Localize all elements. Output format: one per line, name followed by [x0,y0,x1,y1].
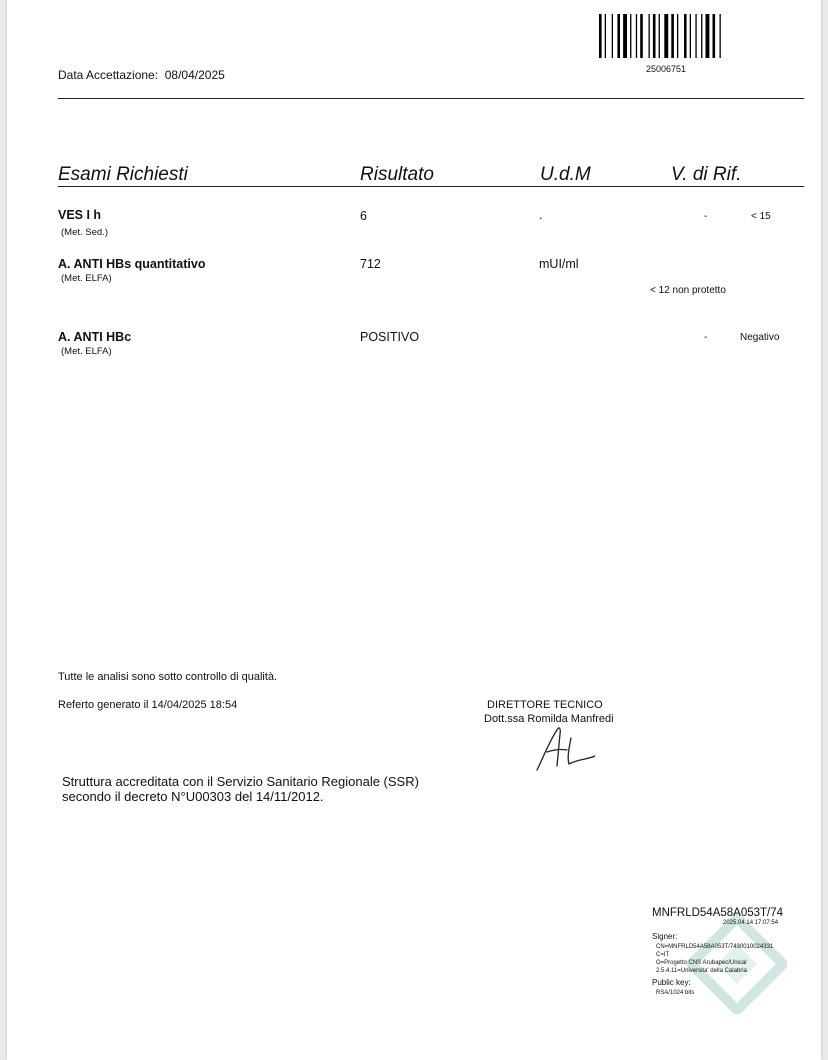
exam-method: (Met. Sed.) [61,227,108,238]
exam-method: (Met. ELFA) [61,273,112,284]
signer-organization: O=Progetto CNS Arubapec/Unical [656,960,747,966]
exam-unit: mUI/ml [539,257,579,271]
accreditation-line-2: secondo il decreto N°U00303 del 14/11/2012. [62,789,324,804]
acceptance-label: Data Accettazione: [58,68,159,82]
public-key-value: RSA/1024 bits [656,990,695,996]
report-page [7,0,821,1060]
signature-id: MNFRLD54A58A053T/74 [652,907,784,919]
public-key-label: Public key: [652,978,691,987]
reference-dash: - [704,332,708,343]
exam-reference: Negativo [740,332,780,343]
generated-timestamp: Referto generato il 14/04/2025 18:54 [58,699,238,711]
director-signature [533,722,595,774]
signer-label: Signer: [652,932,678,941]
acceptance-date: 08/04/2025 [164,68,225,82]
quality-note: Tutte le analisi sono sotto controllo di qualità. [58,671,278,683]
exam-reference: < 15 [751,211,771,222]
exam-name: A. ANTI HBs quantitativo [58,257,206,271]
exam-result: 712 [360,257,381,271]
director-title: DIRETTORE TECNICO [487,699,603,711]
exam-unit: . [539,208,543,222]
exam-reference: < 12 non protetto [650,285,726,296]
col-header-reference: V. di Rif. [671,164,742,185]
exam-name: A. ANTI HBc [58,330,132,344]
director-name: Dott.ssa Romilda Manfredi [484,713,614,725]
signer-country: C=IT [656,952,670,958]
barcode-number: 25006751 [645,64,687,74]
table-header-divider [58,186,804,187]
signature-timestamp: 2025.04.14 17:07:54 [723,920,779,926]
exam-method: (Met. ELFA) [61,346,112,357]
col-header-result: Risultato [360,164,434,185]
exam-result: POSITIVO [360,330,420,344]
reference-dash: - [704,211,708,222]
exam-name: VES I h [58,208,102,222]
barcode [599,14,733,58]
header-divider [58,98,804,99]
col-header-exam: Esami Richiesti [58,164,188,185]
acceptance-date-line [58,68,225,82]
signer-cn: CN=MNFRLD54A58A053T/7430010024331 [656,944,774,950]
accreditation-line-1: Struttura accreditata con il Servizio Sanitario Regionale (SSR) [62,774,419,789]
signer-unit: 2.5.4.11=Universita' della Calabria [656,968,747,974]
exam-result: 6 [360,209,367,223]
col-header-unit: U.d.M [540,164,591,185]
